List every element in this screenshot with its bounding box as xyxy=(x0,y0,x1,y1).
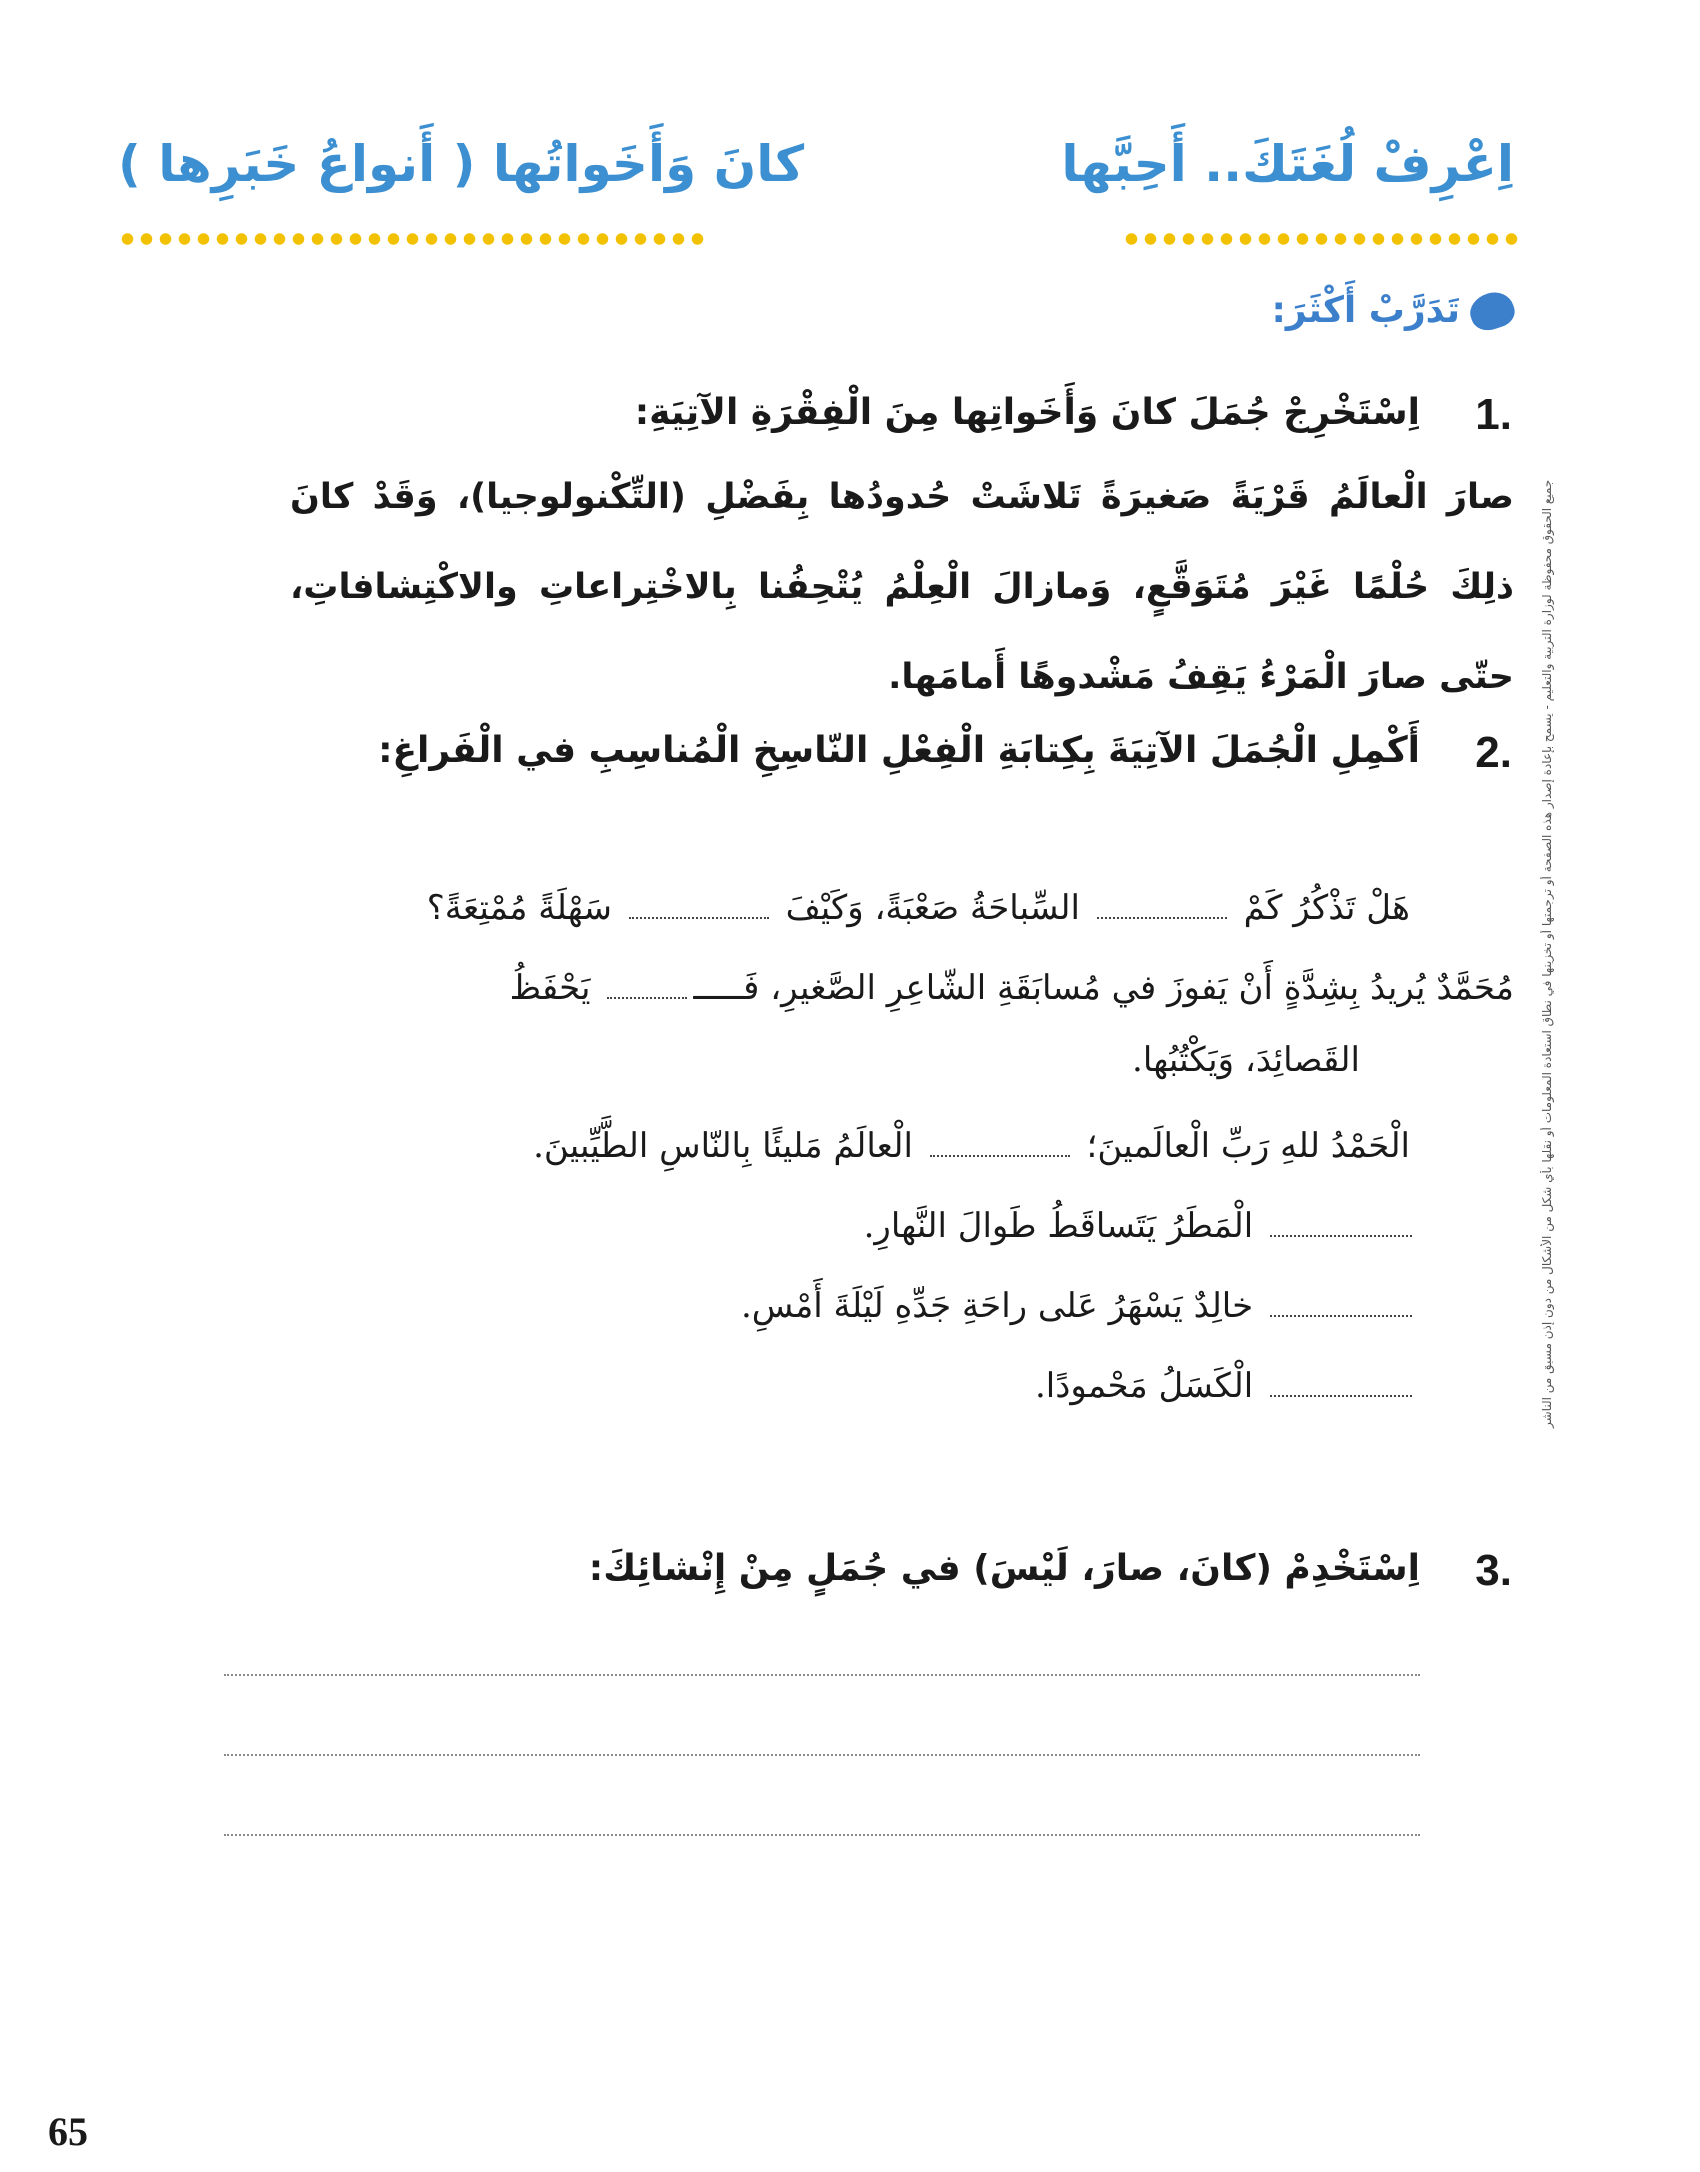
lesson-topic-title: كانَ وَأَخَواتُها ( أَنواعُ خَبَرِها ) xyxy=(118,135,805,193)
question-3-number: 3. xyxy=(1475,1546,1512,1595)
line2-part3: القَصائِدَ، وَيَكْتُبُها. xyxy=(1132,1040,1360,1080)
blue-blob-icon xyxy=(1466,287,1519,335)
line2-part2: يَحْفَظُ xyxy=(509,968,591,1008)
question-2-text: أَكْمِلِ الْجُمَلَ الآتِيَةَ بِكِتابَةِ الْفِعْلِ النّاسِخِ الْمُناسِبِ في الْفَراغِ: xyxy=(378,730,1420,771)
exercise-line-4 xyxy=(864,1206,1418,1246)
dotted-divider-left xyxy=(118,232,710,246)
practice-label: تَدَرَّبْ أَكْثَرَ: xyxy=(1271,290,1460,331)
exercise-line-2b xyxy=(1132,1040,1360,1080)
blank-field[interactable] xyxy=(629,916,769,919)
blank-field[interactable] xyxy=(930,1154,1070,1157)
question-2-number: 2. xyxy=(1475,728,1512,777)
exercise-line-5 xyxy=(741,1286,1418,1326)
line4-text: الْمَطَرُ يَتَساقَطُ طَوالَ النَّهارِ. xyxy=(863,1206,1254,1246)
line3-part1: الْحَمْدُ للهِ رَبِّ الْعالَمينَ؛ xyxy=(1086,1126,1410,1166)
line1-part1: هَلْ تَذْكُرُ كَمْ xyxy=(1243,888,1410,928)
line1-part3: سَهْلَةً مُمْتِعَةً؟ xyxy=(426,888,612,928)
lesson-section-title: اِعْرِفْ لُغَتَكَ.. أَحِبَّها xyxy=(1061,135,1514,193)
exercise-line-6 xyxy=(1035,1366,1418,1406)
exercise-line-2 xyxy=(510,968,1514,1008)
blank-field[interactable] xyxy=(1270,1234,1412,1237)
copyright-note: جميع الحقوق محفوظة لوزارة التربية والتعليم - يسمح بإعادة إصدار هذه الصفحة أو ترجمتها أو تخزينها في نطاق استعادة المعلومات أو نقلها بأي شكل من الأشكال من دون إذن مسبق من الناشر xyxy=(1540,480,1554,1429)
blank-field[interactable] xyxy=(1270,1394,1412,1397)
blank-field[interactable] xyxy=(607,996,687,999)
question-1-text: اِسْتَخْرِجْ جُمَلَ كانَ وَأَخَواتِها مِنَ الْفِقْرَةِ الآتِيَةِ: xyxy=(634,392,1420,433)
question-3-text: اِسْتَخْدِمْ (كانَ، صارَ، لَيْسَ) في جُمَلٍ مِنْ إِنْشائِكَ: xyxy=(588,1548,1420,1589)
line5-text: خالِدٌ يَسْهَرُ عَلى راحَةِ جَدِّهِ لَيْلَةَ أَمْسِ. xyxy=(740,1286,1254,1326)
line2-part1: مُحَمَّدٌ يُريدُ بِشِدَّةٍ أَنْ يَفوزَ في مُسابَقَةِ الشّاعِرِ الصَّغيرِ، فَـــــ xyxy=(693,968,1514,1008)
line3-part2: الْعالَمُ مَليئًا بِالنّاسِ الطَّيِّبينَ. xyxy=(533,1126,913,1166)
line6-text: الْكَسَلُ مَحْمودًا. xyxy=(1034,1366,1254,1406)
dotted-divider-right xyxy=(1122,232,1518,246)
blank-field[interactable] xyxy=(1097,916,1227,919)
line1-part2: السِّباحَةُ صَعْبَةً، وَكَيْفَ xyxy=(785,888,1080,928)
exercise-line-1 xyxy=(427,888,1410,928)
question-1-paragraph: صارَ الْعالَمُ قَرْيَةً صَغيرَةً تَلاشَتْ حُدودُها بِفَضْلِ (التِّكْنولوجيا)، وَقَدْ كانَ ذلِكَ حُلْمًا غَيْرَ مُتَوَقَّعٍ، وَمازالَ الْعِلْمُ يُتْحِفُنا بِالاخْتِراعاتِ والاكْتِشافاتِ، حتّى صارَ الْمَرْءُ يَقِفُ مَشْدوهًا أَمامَها. xyxy=(290,477,1514,697)
writing-line[interactable] xyxy=(224,1754,1420,1756)
writing-line[interactable] xyxy=(224,1834,1420,1836)
question-1-number: 1. xyxy=(1475,390,1512,439)
writing-line[interactable] xyxy=(224,1674,1420,1676)
practice-heading xyxy=(1271,290,1514,331)
blank-field[interactable] xyxy=(1270,1314,1412,1317)
exercise-line-3 xyxy=(533,1126,1410,1166)
page-number: 65 xyxy=(48,2109,88,2154)
